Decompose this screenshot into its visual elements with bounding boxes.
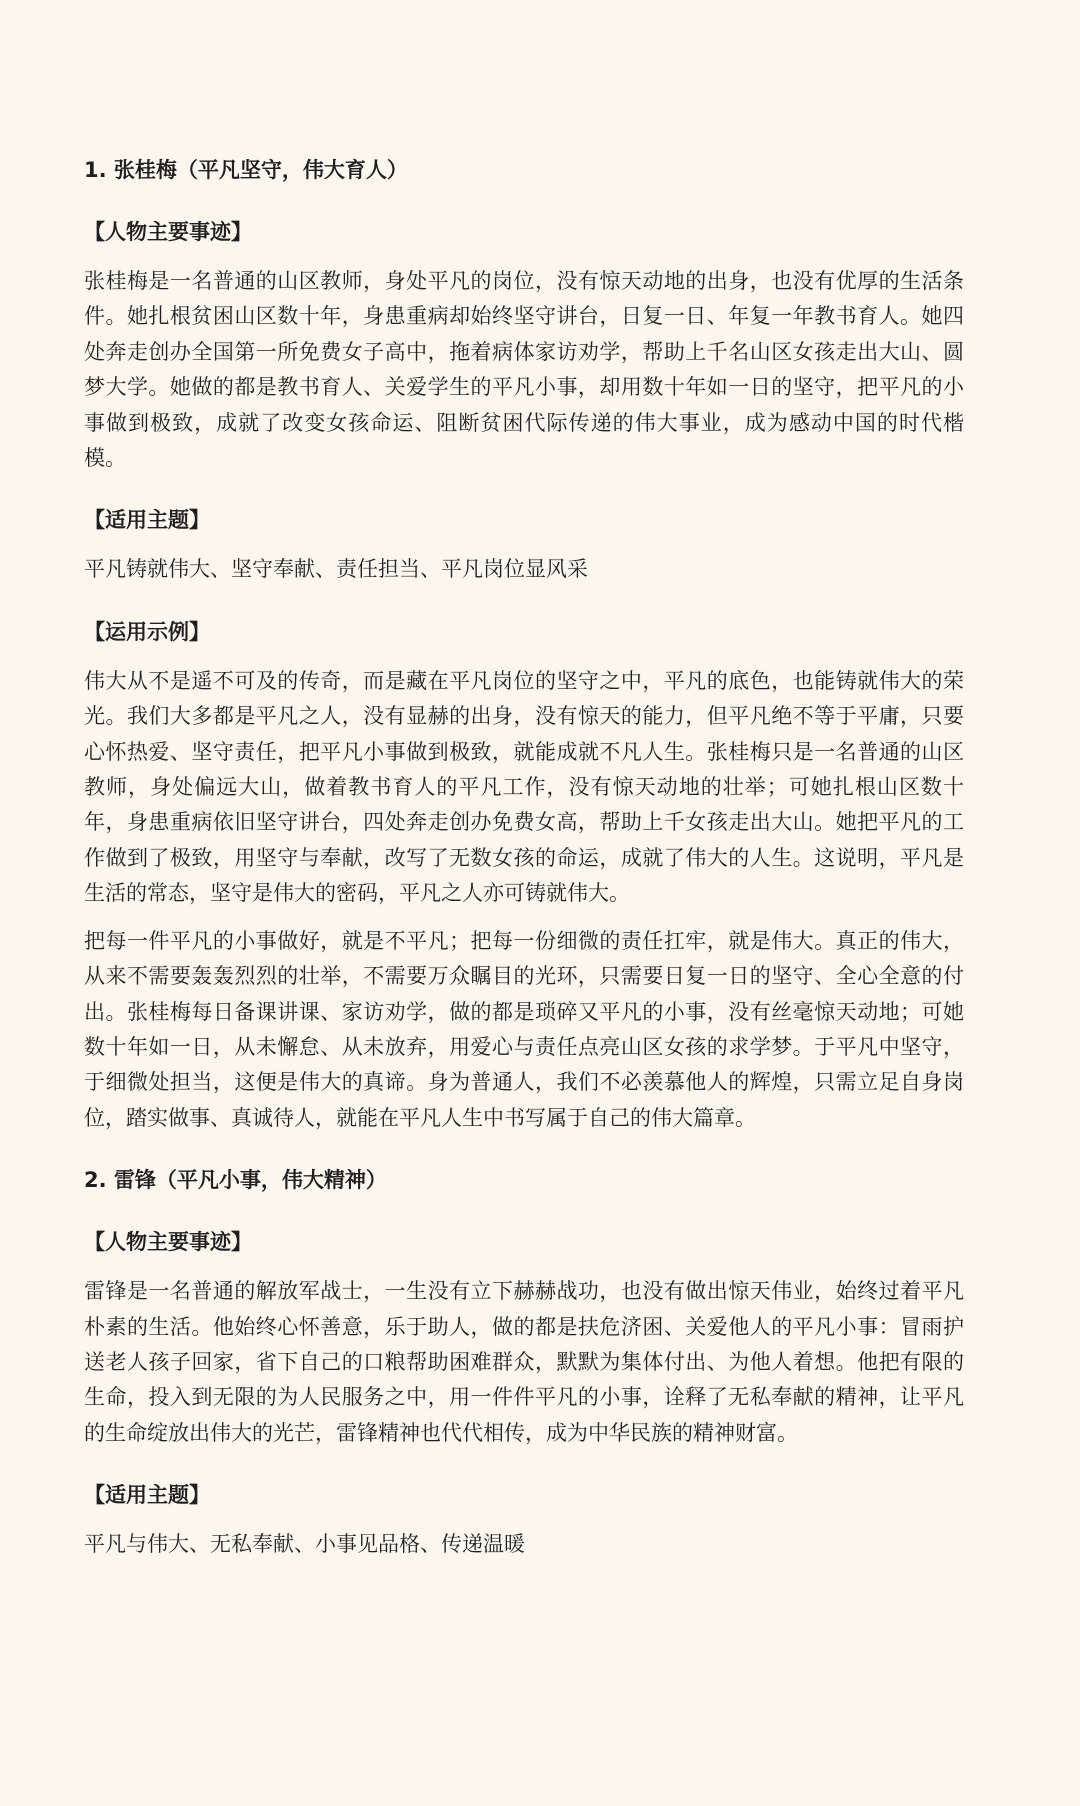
case-section-zhang-guimei [84,152,964,1136]
case-title: 2. 雷锋（平凡小事，伟大精神） [84,1168,387,1193]
topics-label: 【适用主题】 [84,1483,210,1508]
example-paragraph: 把每一件平凡的小事做好，就是不平凡；把每一份细微的责任扛牢，就是伟大。真正的伟大，从来不需要轰轰烈烈的壮举，不需要万众瞩目的光环，只需要日复一日的坚守、全心全意的付出。张桂梅每日备课讲课、家访劝学，做的都是琐碎又平凡的小事，没有丝毫惊天动地；可她数十年如一日，从未懈怠、从未放弃，用爱心与责任点亮山区女孩的求学梦。于平凡中坚守，于细微处担当，这便是伟大的真谛。身为普通人，我们不必羡慕他人的辉煌，只需立足自身岗位，踏实做事、真诚待人，就能在平凡人生中书写属于自己的伟大篇章。 [84,928,964,1130]
facts-label: 【人物主要事迹】 [84,1230,252,1255]
facts-label: 【人物主要事迹】 [84,220,252,244]
article-content [84,152,964,1563]
example-paragraph: 伟大从不是遥不可及的传奇，而是藏在平凡岗位的坚守之中，平凡的底色，也能铸就伟大的荣光。我们大多都是平凡之人，没有显赫的出身，没有惊天的能力，但平凡绝不等于平庸，只要心怀热爱、坚守责任，把平凡小事做到极致，就能成就不凡人生。张桂梅只是一名普通的山区教师，身处偏远大山，做着教书育人的平凡工作，没有惊天动地的壮举；可她扎根山区数十年，身患重病依旧坚守讲台，四处奔走创办免费女高，帮助上千女孩走出大山。她把平凡的工作做到了极致，用坚守与奉献，改写了无数女孩的命运，成就了伟大的人生。这说明，平凡是生活的常态，坚守是伟大的密码，平凡之人亦可铸就伟大。 [84,668,964,906]
topics-paragraph: 平凡铸就伟大、坚守奉献、责任担当、平凡岗位显风采 [84,557,588,582]
case-title: 1. 张桂梅（平凡坚守，伟大育人） [84,158,408,182]
facts-paragraph: 张桂梅是一名普通的山区教师，身处平凡的岗位，没有惊天动地的出身，也没有优厚的生活条件。她扎根贫困山区数十年，身患重病却始终坚守讲台，日复一日、年复一年教书育人。她四处奔走创办全国第一所免费女子高中，拖着病体家访劝学，帮助上千名山区女孩走出大山、圆梦大学。她做的都是教书育人、关爱学生的平凡小事，却用数十年如一日的坚守，把平凡的小事做到极致，成就了改变女孩命运、阻断贫困代际传递的伟大事业，成为感动中国的时代楷模。 [84,269,964,471]
topics-paragraph: 平凡与伟大、无私奉献、小事见品格、传递温暖 [84,1532,525,1557]
case-section-lei-feng [84,1162,964,1562]
facts-paragraph: 雷锋是一名普通的解放军战士，一生没有立下赫赫战功，也没有做出惊天伟业，始终过着平凡朴素的生活。他始终心怀善意，乐于助人，做的都是扶危济困、关爱他人的平凡小事：冒雨护送老人孩子回家，省下自己的口粮帮助困难群众，默默为集体付出、为他人着想。他把有限的生命，投入到无限的为人民服务之中，用一件件平凡的小事，诠释了无私奉献的精神，让平凡的生命绽放出伟大的光芒，雷锋精神也代代相传，成为中华民族的精神财富。 [84,1279,964,1445]
topics-label: 【适用主题】 [84,508,210,533]
example-label: 【运用示例】 [84,619,210,644]
